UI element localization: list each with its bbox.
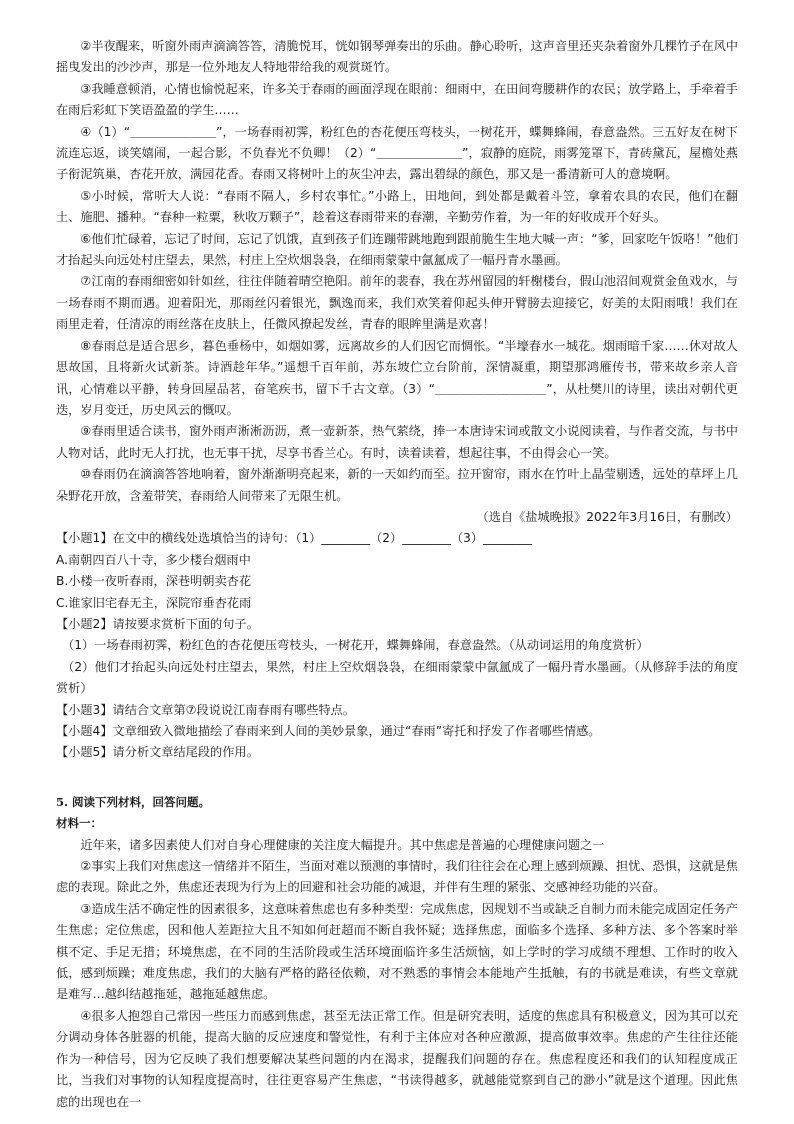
material-paragraph-1: 近年来，诸多因素使人们对自身心理健康的关注度大幅提升。其中焦虑是普遍的心理健康问题之一 (80, 837, 605, 852)
paragraph-6: ⑥他们忙碌着，忘记了时间，忘记了饥饿，直到孩子们连蹦带跳地跑到跟前脆生生地大喊一声：“爹，回家吃午饭咯！”他们才抬起头向远处村庄望去，果然，村庄上空炊烟袅袅，在细雨蒙蒙中氤氲成了一幅丹青水墨画。 (56, 231, 738, 268)
question-3: 【小题3】请结合文章第⑦段说说江南春雨有哪些特点。 (56, 702, 355, 717)
paragraph-5: ⑤小时候，常听大人说：“春雨不隔人，乡村农事忙。”小路上，田地间，到处都是戴着斗笠，拿着农具的农民，他们在翻土、施肥、播种。“春种一粒粟，秋收万颗子”，趁着这春雨带来的春潮，辛勤劳作着，为一年的好收成开个好头。 (56, 188, 738, 225)
question-2-part-2: （2）他们才抬起头向远处村庄望去，果然，村庄上空炊烟袅袅，在细雨蒙蒙中氤氲成了一幅丹青水墨画。（从修辞手法的角度赏析） (56, 659, 738, 696)
source-citation: （选自《盐城晚报》2022年3月16日，有删改） (476, 509, 738, 524)
question-2-part-1: （1）一场春雨初霁，粉红色的杏花便压弯枝头，一树花开，蝶舞蜂闹，春意盎然。（从动词运用的角度赏析） (62, 638, 649, 653)
paragraph-2: ②半夜醒来，听窗外雨声滴滴答答，清脆悦耳，恍如钢琴弹奏出的乐曲。静心聆听，这声音里还夹杂着窗外几棵竹子在风中摇曳发出的沙沙声，那是一位外地友人特地带给我的观赏斑竹。 (56, 39, 738, 75)
material-label: 材料一： (56, 816, 102, 831)
paragraph-3: ③我睡意顿消，心情也愉悦起来，许多关于春雨的画面浮现在眼前：细雨中，在田间弯腰耕作的农民；放学路上，手牵着手在雨后彩虹下笑语盈盈的学生…… (56, 81, 738, 118)
option-c: C.谁家旧宅春无主，深院帘垂杏花雨 (56, 595, 252, 610)
section-5-title: 5. 阅读下列材料，回答问题。 (56, 794, 211, 809)
question-5: 【小题5】请分析文章结尾段的作用。 (56, 745, 259, 760)
option-a: A.南朝四百八十寺，多少楼台烟雨中 (56, 552, 251, 567)
paragraph-4: ④（1）“＿＿＿＿＿＿＿”，一场春雨初霁，粉红色的杏花便压弯枝头，一树花开，蝶舞蜂闹，春意盎然。三五好友在树下流连忘返，谈笑嬉闹，一起合影，不负春光不负卿！（2）“＿＿＿＿＿＿＿”，寂静的庭院，雨雾笼罩下，青砖黛瓦，屋檐处燕子衔泥筑巢，杏花开放，满园花香。春雨又将树叶上的灰尘冲去，露出碧绿的颜色，那又是一番清新可人的意境啊。 (56, 124, 738, 182)
section-spacer (56, 764, 738, 792)
question-4: 【小题4】文章细致入微地描绘了春雨来到人间的美妙景象，通过“春雨”寄托和抒发了作者哪些情感。 (56, 724, 601, 738)
question-2: 【小题2】请按要求赏析下面的句子。 (56, 616, 259, 631)
material-paragraph-2: ②事实上我们对焦虑这一情绪并不陌生，当面对难以预测的事情时，我们往往会在心理上感到烦躁、担忧、恐惧，这就是焦虑的表现。除此之外，焦虑还表现为行为上的回避和社会功能的减退，并伴有生理的紧张、交感神经功能的兴奋。 (56, 859, 738, 895)
material-paragraph-3: ③造成生活不确定性的因素很多，这意味着焦虑也有多种类型：完成焦虑，因规划不当或缺乏自制力而未能完成固定任务产生焦虑；定位焦虑，因和他人差距拉大且不知如何赶超而不断自我怀疑；选择焦虑，面临多个选择、多种方法、多个答案时举棋不定、手足无措；环境焦虑，在不同的生活阶段或生活环境面临许多生活烦恼，如上学时的学习成绩不理想、工作时的收入低，感到烦躁；难度焦虑，我们的大脑有严格的路径依赖，对不熟悉的事情会本能地产生抵触，有的书就是难读，有些文章就是难写…越纠结越拖延，越拖延越焦虑。 (56, 901, 738, 1002)
material-paragraph-4: ④很多人抱怨自己常因一些压力而感到焦虑，甚至无法正常工作。但是研究表明，适度的焦虑具有积极意义，因为其可以充分调动身体各脏器的机能，提高大脑的反应速度和警觉性，有利于主体应对各种应激源，提高做事效率。焦虑的产生往往还能作为一种信号，因为它反映了我们想要解决某些问题的内在渴求，提醒我们问题的存在。焦虑程度还和我们的认知程度成正比，当我们对事物的认知程度提高时，往往更容易产生焦虑，“书读得越多，就越能觉察到自己的渺小”就是这个道理。因此焦虑的出现也在一 (56, 1008, 738, 1109)
paragraph-9: ⑨春雨里适合读书，窗外雨声淅淅沥沥，煮一壶新茶，热气萦绕，捧一本唐诗宋词或散文小说阅读着，与作者交流，与书中人物对话，此时无人打扰，也无事干扰，尽享书香兰心。有时，读着读着，想起往事，不由得会心一笑。 (56, 424, 738, 460)
document-page (56, 36, 738, 1113)
paragraph-7: ⑦江南的春雨细密如针如丝，往往伴随着晴空艳阳。前年的裴春，我在苏州留园的轩榭楼台，假山池沼间观赏金鱼戏水，与一场春雨不期而遇。迎着阳光，那雨丝闪着银光，飘逸而来，我们欢笑着仰起头伸开臂膀去迎接它，好美的太阳雨哦！我们在雨里走着，任清凉的雨丝落在皮肤上，任微风撩起发丝，青春的眼眸里满是欢喜！ (56, 274, 738, 332)
paragraph-8: ⑧春雨总是适合思乡，暮色垂杨中，如烟如雾，远离故乡的人们因它而惆怅。“半壕春水一城花。烟雨暗千家……休对故人思故国，且将新火试新茶。诗酒趁年华。”遥想千百年前，苏东坡伫立台阶前，深情凝重，期望那鸿雁传书，带来故乡亲人音讯，心情难以平静，转身回屋品茗，奋笔疾书，留下千古文章。（3）“＿＿＿＿＿＿＿＿＿”，从杜樊川的诗里，读出对朝代更迭，岁月变迁，历史风云的慨叹。 (56, 338, 738, 417)
question-1: 【小题1】在文中的横线处选填恰当的诗句：（1）________（2）________（3）________ (56, 531, 532, 546)
paragraph-10: ⑩春雨仍在滴滴答答地响着，窗外渐渐明亮起来，新的一天如约而至。拉开窗帘，雨水在竹叶上晶莹剔透，远处的草坪上几朵野花开放，含羞带笑，春雨给人间带来了无限生机。 (56, 467, 738, 503)
option-b: B.小楼一夜听春雨，深巷明朝卖杏花 (56, 574, 252, 589)
